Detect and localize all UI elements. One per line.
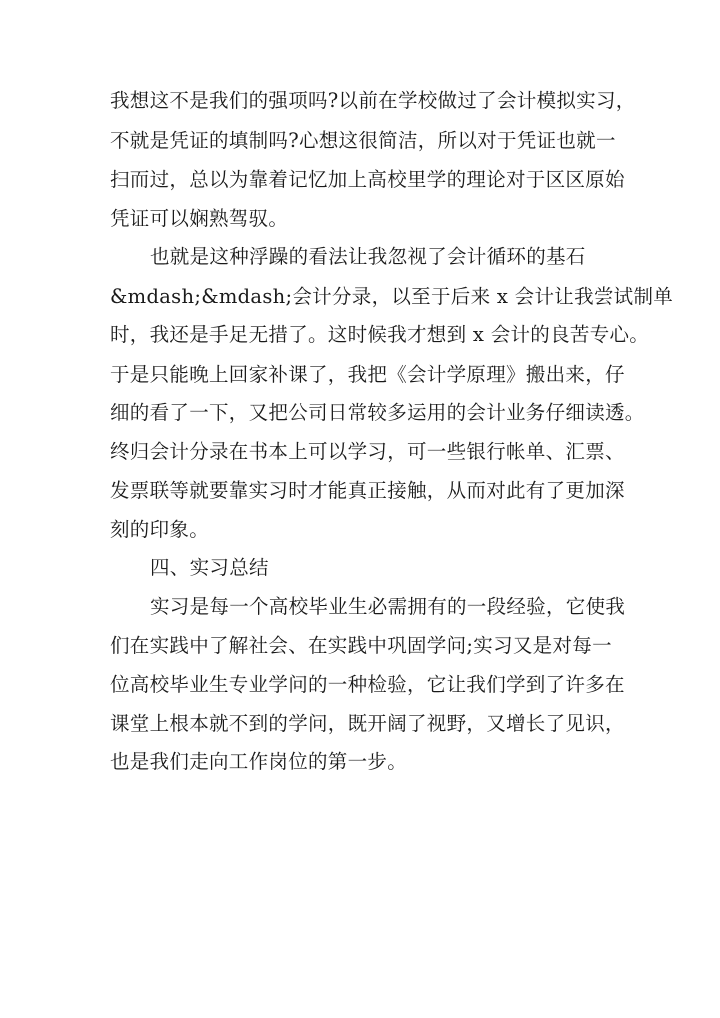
paragraph-line: 们在实践中了解社会、在实践中巩固学问;实习又是对每一 xyxy=(110,634,612,657)
paragraph-line: 不就是凭证的填制吗?心想这很简洁，所以对于凭证也就一 xyxy=(110,129,616,152)
paragraph-line: 细的看了一下，又把公司日常较多运用的会计业务仔细读透。 xyxy=(110,401,645,424)
paragraph-line: 我想这不是我们的强项吗?以前在学校做过了会计模拟实习， xyxy=(110,89,636,112)
paragraph-line: 实习是每一个高校毕业生必需拥有的一段经验，它使我 xyxy=(150,595,626,618)
paragraph-line: 凭证可以娴熟驾驭。 xyxy=(110,207,289,230)
paragraph-line: 终归会计分录在书本上可以学习，可一些银行帐单、汇票、 xyxy=(110,440,625,463)
paragraph-line: 也是我们走向工作岗位的第一步。 xyxy=(110,750,408,773)
paragraph-line: &mdash;&mdash;会计分录，以至于后来 x 会计让我尝试制单 xyxy=(110,285,674,308)
paragraph-line: 于是只能晚上回家补课了，我把《会计学原理》搬出来，仔 xyxy=(110,363,625,386)
paragraph-line: 刻的印象。 xyxy=(110,518,210,541)
paragraph-line: 时，我还是手足无措了。这时候我才想到 x 会计的良苦专心。 xyxy=(110,323,650,346)
section-heading: 四、实习总结 xyxy=(150,556,269,579)
paragraph-line: 发票联等就要靠实习时才能真正接触，从而对此有了更加深 xyxy=(110,479,625,502)
paragraph-line: 位高校毕业生专业学问的一种检验，它让我们学到了许多在 xyxy=(110,673,625,696)
paragraph-line: 扫而过，总以为靠着记忆加上高校里学的理论对于区区原始 xyxy=(110,168,625,191)
paragraph-line: 也就是这种浮躁的看法让我忽视了会计循环的基石 xyxy=(150,245,586,268)
paragraph-line: 课堂上根本就不到的学问，既开阔了视野，又增长了见识， xyxy=(110,712,625,735)
